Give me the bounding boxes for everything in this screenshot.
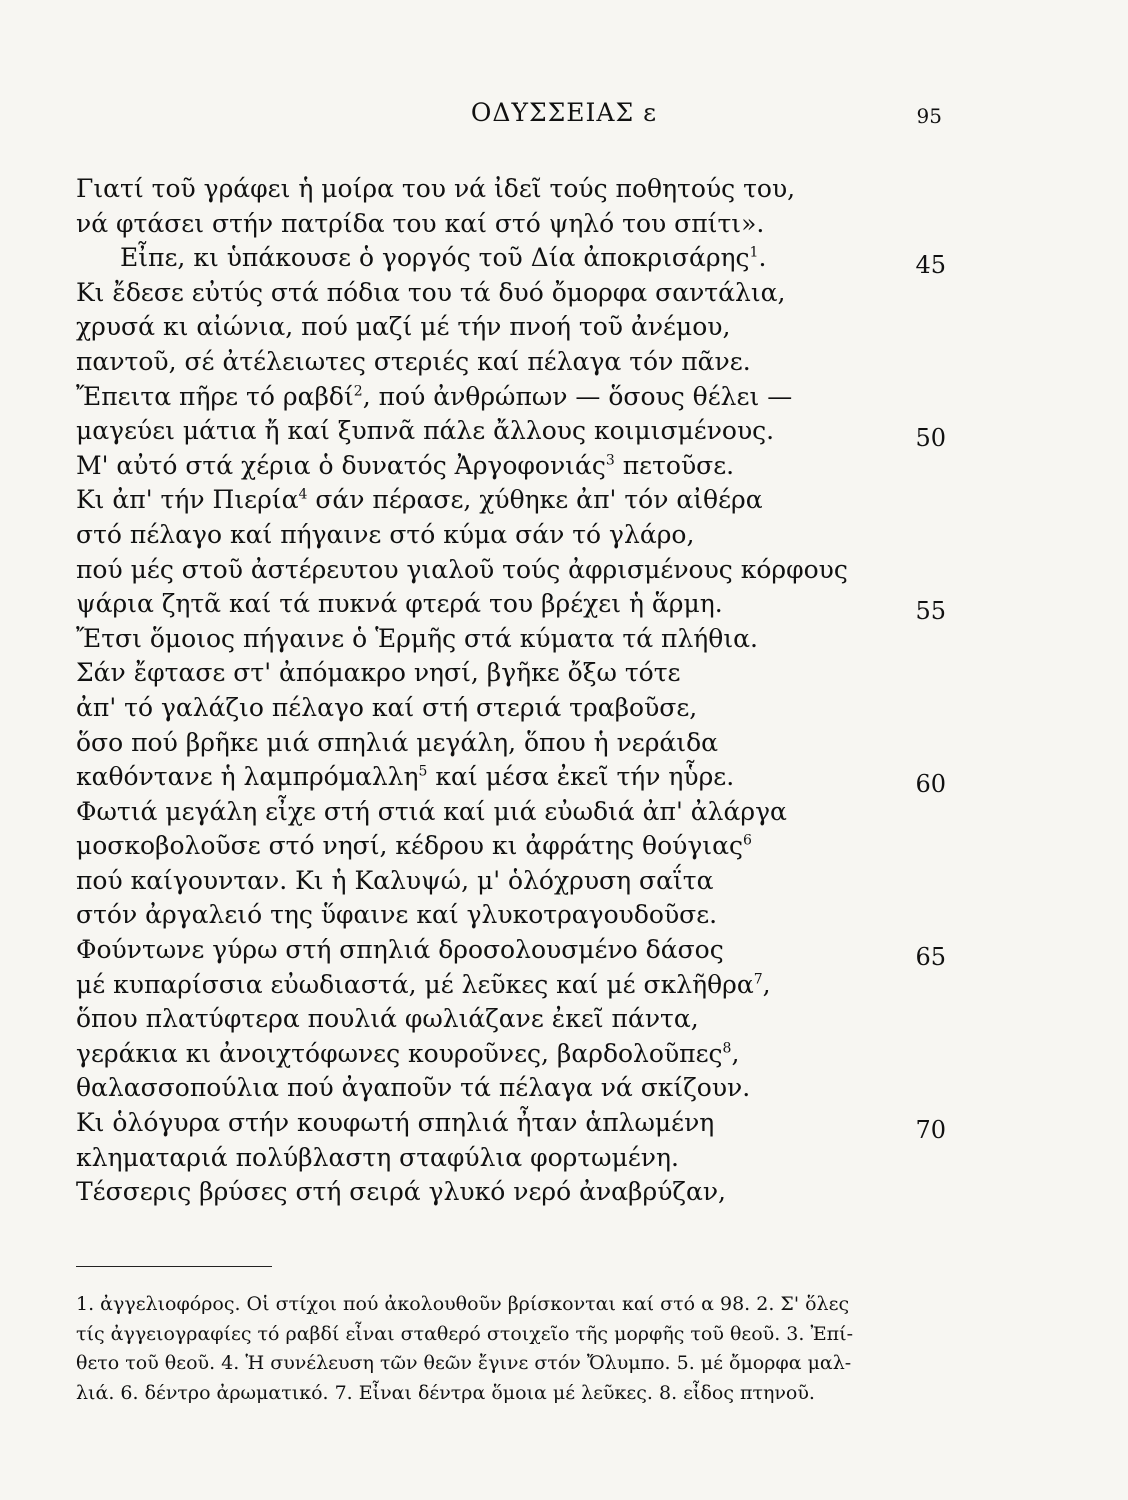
footnote-marker: 5 — [418, 763, 428, 780]
verse-line — [76, 795, 946, 830]
verse-line — [76, 1037, 946, 1072]
footnote-line: θετο τοῦ θεοῦ. 4. Ἡ συνέλευση τῶν θεῶν ἔγινε στόν Ὄλυμπο. 5. μέ ὄμορφα μαλ- — [76, 1352, 852, 1374]
verse-text: Φωτιά μεγάλη εἶχε στή στιά καί μιά εὐωδιά ἀπ' ἀλάργα — [76, 796, 787, 826]
verse-text: ψάρια ζητᾶ καί τά πυκνά φτερά του βρέχει ἡ ἅρμη. — [76, 589, 723, 619]
line-number: 55 — [915, 597, 946, 626]
footnote-divider — [76, 1266, 272, 1267]
verse-text: Φούντωνε γύρω στή σπηλιά δροσολουσμένο δάσος — [76, 935, 724, 965]
footnote-line: λιά. 6. δέντρο ἀρωματικό. 7. Εἶναι δέντρα ὅμοια μέ λεῦκες. 8. εἶδος πτηνοῦ. — [76, 1381, 815, 1404]
verse-line — [76, 864, 946, 899]
verse-line — [76, 380, 946, 415]
footnote-marker: 2 — [353, 383, 363, 400]
footnotes — [76, 1290, 914, 1408]
verse-text: νά φτάσει στήν πατρίδα του καί στό ψηλό του σπίτι». — [76, 208, 765, 238]
verse-line — [76, 207, 946, 242]
verse-line — [76, 1141, 946, 1176]
verse-line — [76, 483, 946, 518]
verse-text: μοσκοβολοῦσε στό νησί, κέδρου κι ἀφράτης θούγιας$^6$ — [76, 831, 752, 861]
line-number: 50 — [915, 424, 946, 453]
verse-text: παντοῦ, σέ ἀτέλειωτες στεριές καί πέλαγα τόν πᾶνε. — [76, 346, 751, 376]
verse-text: Γιατί τοῦ γράφει ἡ μοίρα του νά ἰδεῖ τούς ποθητούς του, — [76, 174, 796, 203]
verse-line — [76, 345, 946, 380]
footnote-marker: 7 — [753, 971, 763, 988]
verse-text: Σάν ἔφτασε στ' ἀπόμακρο νησί, βγῆκε ὄξω τότε — [76, 658, 681, 688]
page-number: 95 — [916, 104, 942, 128]
verse-line — [76, 310, 946, 345]
verse-line — [76, 726, 946, 761]
verse-line — [76, 1071, 946, 1106]
verse-text: στό πέλαγο καί πήγαινε στό κύμα σάν τό γλάρο, — [76, 519, 695, 549]
footnote-marker: 8 — [722, 1040, 732, 1057]
verse-text: κληματαριά πολύβλαστη σταφύλια φορτωμένη. — [76, 1142, 679, 1172]
footnote-marker: 4 — [298, 487, 308, 504]
verse-text: πού καίγουνταν. Κι ἡ Καλυψώ, μ' ὁλόχρυση σαΐτα — [76, 865, 714, 895]
verse-text: ὅπου πλατύφτερα πουλιά φωλιάζανε ἐκεῖ πάντα, — [76, 1004, 699, 1034]
line-number: 65 — [915, 943, 946, 972]
verse-line — [76, 241, 946, 280]
footnote-line: 1. ἀγγελιοφόρος. Οἱ στίχοι πού ἀκολουθοῦν βρίσκονται καί στό α 98. 2. Σ' ὅλες — [76, 1293, 850, 1315]
verse-text: γεράκια κι ἀνοιχτόφωνες κουροῦνες, βαρδολοῦπες$^8$, — [76, 1038, 740, 1068]
verse-text: πού μές στοῦ ἀστέρευτου γιαλοῦ τούς ἀφρισμένους κόρφους — [76, 554, 848, 584]
verse-line — [76, 553, 946, 588]
verse-line — [76, 968, 946, 1003]
verse-text: Κι ὁλόγυρα στήν κουφωτή σπηλιά ἦταν ἁπλωμένη — [76, 1108, 715, 1138]
verse-line — [76, 898, 946, 933]
verse-text: Ἔτσι ὅμοιος πήγαινε ὁ Ἑρμῆς στά κύματα τά πλήθια. — [76, 623, 758, 653]
page-title: ΟΔΥΣΣΕΙΑΣ ε — [470, 98, 658, 127]
footnote-line: τίς ἀγγειογραφίες τό ραβδί εἶναι σταθερό στοιχεῖο τῆς μορφῆς τοῦ θεοῦ. 3. Ἐπί- — [76, 1322, 854, 1345]
verse-text: Ἔπειτα πῆρε τό ραβδί$^2$, πού ἀνθρώπων — ὅσους θέλει — — [76, 381, 793, 411]
line-number: 70 — [915, 1116, 946, 1145]
verse-line — [76, 622, 946, 657]
footnote-marker: 3 — [605, 452, 615, 469]
verse-line — [76, 1175, 946, 1210]
verse-line — [76, 1106, 946, 1145]
line-number: 60 — [915, 770, 946, 799]
verse-line — [76, 760, 946, 799]
verse-list — [76, 172, 946, 1210]
verse-text: ὅσο πού βρῆκε μιά σπηλιά μεγάλη, ὅπου ἡ νεράιδα — [76, 727, 719, 757]
verse-text: Κι ἀπ' τήν Πιερία$^4$ σάν πέρασε, χύθηκε ἀπ' τόν αἰθέρα — [76, 485, 763, 515]
verse-text: μαγεύει μάτια ἤ καί ξυπνᾶ πάλε ἄλλους κοιμισμένους. — [76, 416, 775, 446]
verse-line — [76, 656, 946, 691]
verse-text: μέ κυπαρίσσια εὐωδιαστά, μέ λεῦκες καί μέ σκλῆθρα$^7$, — [76, 969, 771, 999]
footnote-marker: 6 — [742, 832, 752, 849]
verse-text: Κι ἔδεσε εὐτύς στά πόδια του τά δυό ὄμορφα σαντάλια, — [76, 277, 786, 307]
verse-line — [76, 518, 946, 553]
verse-line — [76, 829, 946, 864]
verse-line — [76, 276, 946, 311]
verse-text: ἀπ' τό γαλάζιο πέλαγο καί στή στεριά τραβοῦσε, — [76, 692, 698, 722]
verse-text: Μ' αὐτό στά χέρια ὁ δυνατός Ἀργοφονιάς$^3$ πετοῦσε. — [76, 450, 735, 480]
verse-text: χρυσά κι αἰώνια, πού μαζί μέ τήν πνοή τοῦ ἀνέμου, — [76, 312, 731, 342]
verse-text: Τέσσερις βρύσες στή σειρά γλυκό νερό ἀναβρύζαν, — [76, 1177, 726, 1207]
line-number: 45 — [915, 251, 946, 280]
verse-text: καθόντανε ἡ λαμπρόμαλλη$^5$ καί μέσα ἐκεῖ τήν ηὗρε. — [76, 762, 735, 792]
verse-line — [76, 172, 946, 207]
verse-line — [76, 414, 946, 453]
verse-text: Εἶπε, κι ὑπάκουσε ὁ γοργός τοῦ Δία ἀποκρισάρης$^1$. — [120, 243, 767, 273]
verse-line — [76, 691, 946, 726]
verse-line — [76, 933, 946, 972]
verse-text: στόν ἀργαλειό της ὕφαινε καί γλυκοτραγουδοῦσε. — [76, 900, 718, 930]
verse-line — [76, 449, 946, 484]
verse-line — [76, 1002, 946, 1037]
verse-line — [76, 587, 946, 626]
footnote-marker: 1 — [749, 244, 759, 261]
verse-text: θαλασσοπούλια πού ἀγαποῦν τά πέλαγα νά σκίζουν. — [76, 1073, 751, 1103]
